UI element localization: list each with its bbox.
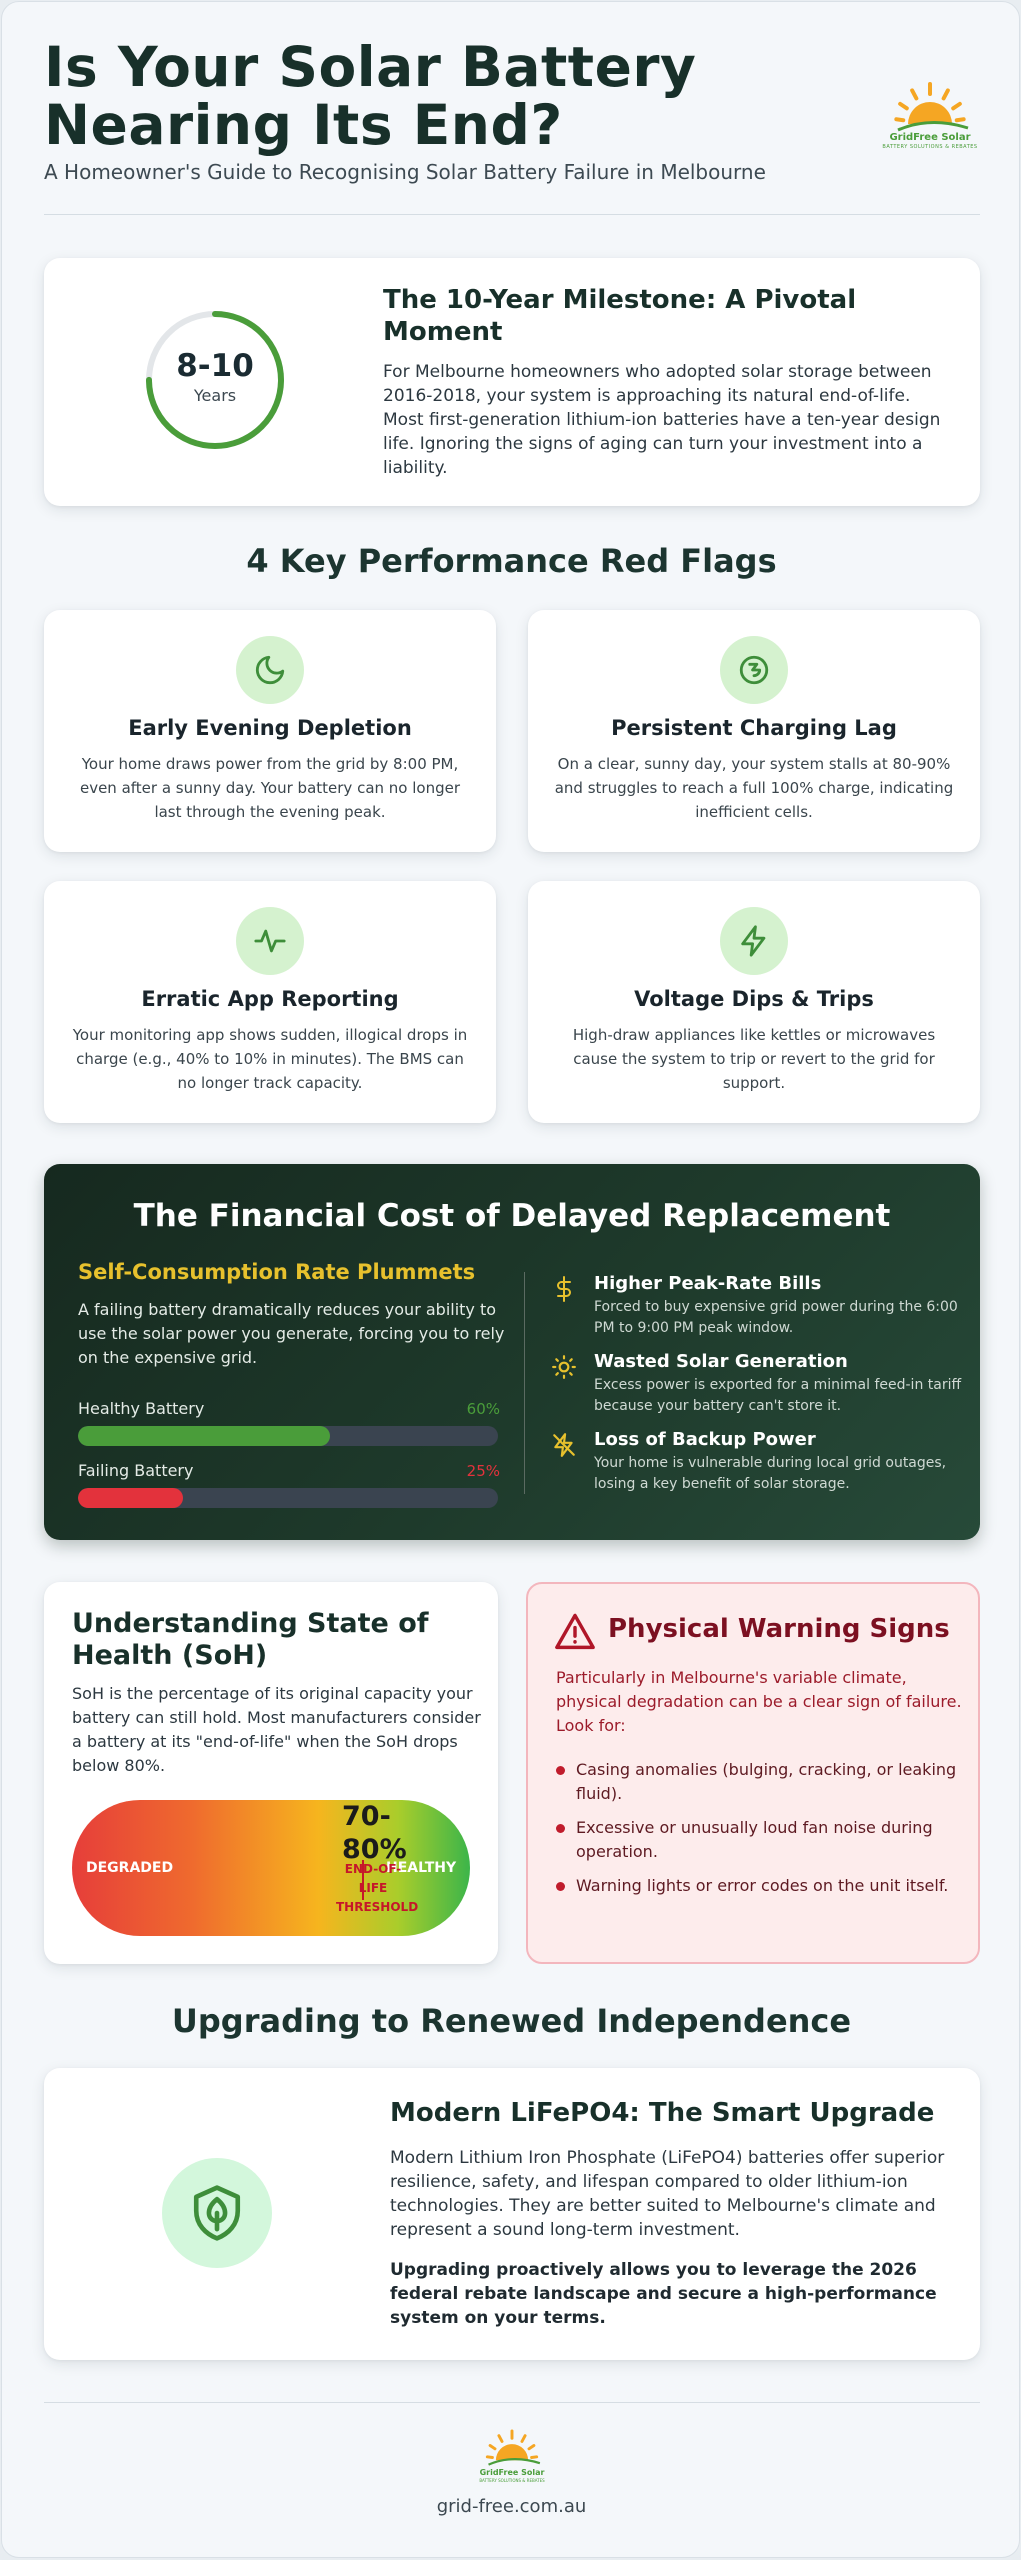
milestone-card — [44, 258, 980, 506]
red-flag-text: Your home draws power from the grid by 8:00 PM, even after a sunny day. Your battery can no longer last through the evening peak. — [79, 755, 461, 821]
footer-divider — [44, 2402, 980, 2403]
milestone-body: For Melbourne homeowners who adopted solar storage between 2016-2018, your system is approaching its natural end-of-life. Most first-generation lithium-ion batteries have a ten-year design life. Ignoring the signs of aging can turn your investment into a liability. — [383, 362, 941, 478]
bar-label-failing: Failing Battery — [78, 1461, 194, 1480]
warning-triangle-icon — [554, 1612, 596, 1654]
financial-title: The Financial Cost of Delayed Replacement — [133, 1198, 891, 1234]
red-flag-text: On a clear, sunny day, your system stalls at 80-90% and struggles to reach a full 100% charge, indicating inefficient cells. — [554, 755, 954, 821]
dollar-icon — [549, 1274, 579, 1304]
red-flag-card — [528, 881, 980, 1123]
footer-url-link[interactable]: grid-free.com.au — [436, 2496, 587, 2517]
warning-item-text: Warning lights or error codes on the unit itself. — [576, 1876, 949, 1895]
physical-warning-card — [526, 1582, 980, 1964]
warning-title: Physical Warning Signs — [608, 1614, 950, 1644]
bar-pct-failing: 25% — [466, 1462, 500, 1480]
red-flag-title: Voltage Dips & Trips — [634, 987, 874, 1011]
red-flag-text: Your monitoring app shows sudden, illogical drops in charge (e.g., 40% to 10% in minutes). The BMS can no longer track capacity. — [72, 1026, 468, 1092]
financial-body: A failing battery dramatically reduces your ability to use the solar power you generate, forcing you to rely on the expensive grid. — [78, 1300, 505, 1367]
bullet-dot — [556, 1824, 565, 1833]
red-flag-text: High-draw appliances like kettles or microwaves cause the system to trip or revert to the grid for support. — [572, 1026, 936, 1092]
logo-name: GridFree Solar — [889, 132, 971, 143]
financial-divider — [524, 1272, 525, 1494]
bar-pct-healthy: 60% — [466, 1400, 500, 1418]
soh-title: Understanding State of Health (SoH) — [72, 1608, 429, 1671]
soh-healthy-label: HEALTHY — [386, 1860, 457, 1876]
red-flag-card — [44, 610, 496, 852]
fin-item-title: Higher Peak-Rate Bills — [594, 1273, 822, 1294]
fin-item-text: Forced to buy expensive grid power during the 6:00 PM to 9:00 PM peak window. — [594, 1299, 958, 1336]
sun-logo-icon — [472, 2428, 552, 2472]
milestone-title: The 10-Year Milestone: A Pivotal Moment — [383, 285, 857, 347]
bar-track-healthy — [78, 1426, 498, 1446]
footer-logo — [472, 2428, 552, 2484]
red-flag-title: Persistent Charging Lag — [611, 716, 897, 740]
logo-tagline: BATTERY SOLUTIONS & REBATES — [479, 2478, 545, 2483]
logo-name: GridFree Solar — [479, 2468, 545, 2477]
upgrade-title: Modern LiFePO4: The Smart Upgrade — [390, 2098, 935, 2128]
soh-threshold-label: END-OF-LIFE THRESHOLD — [336, 1862, 419, 1914]
sun-icon — [549, 1352, 579, 1382]
header-divider — [44, 214, 980, 215]
bar-track-failing — [78, 1488, 498, 1508]
bar-fill-failing — [78, 1488, 183, 1508]
warning-list-item — [556, 1816, 966, 1864]
red-flags-title: 4 Key Performance Red Flags — [246, 542, 777, 580]
lightning-off-icon — [549, 1430, 579, 1460]
gauge-unit: Years — [193, 386, 237, 405]
fin-item-text: Excess power is exported for a minimal feed-in tariff because your battery can't store it. — [594, 1377, 962, 1414]
upgrade-body: Modern Lithium Iron Phosphate (LiFePO4) batteries offer superior resilience, safety, and lifespan compared to older lithium-ion technologies. They are better suited to Melbourne's climate and represent a sound long-term investment. — [390, 2148, 945, 2240]
bullet-dot — [556, 1882, 565, 1891]
upgrade-card — [44, 2068, 980, 2360]
fin-item-title: Loss of Backup Power — [594, 1429, 816, 1450]
soh-body: SoH is the percentage of its original capacity your battery can still hold. Most manufacturers consider a battery at its "end-of-life" when the SoH drops below 80%. — [72, 1684, 481, 1775]
red-flag-title: Early Evening Depletion — [128, 716, 412, 740]
logo-tagline: BATTERY SOLUTIONS & REBATES — [882, 144, 978, 150]
upgrade-section-title: Upgrading to Renewed Independence — [171, 2002, 852, 2040]
financial-subtitle: Self-Consumption Rate Plummets — [78, 1260, 476, 1284]
warning-item-text: Excessive or unusually loud fan noise during operation. — [576, 1818, 933, 1861]
charging-clock-icon — [720, 636, 788, 704]
fin-item-title: Wasted Solar Generation — [594, 1351, 848, 1372]
red-flag-card — [528, 610, 980, 852]
soh-degraded-label: DEGRADED — [86, 1860, 174, 1876]
activity-icon — [236, 907, 304, 975]
fin-item-text: Your home is vulnerable during local grid outages, losing a key benefit of solar storage. — [594, 1455, 947, 1492]
red-flag-card — [44, 881, 496, 1123]
soh-card — [44, 1582, 498, 1964]
soh-gradient-bar — [72, 1800, 470, 1936]
bullet-dot — [556, 1766, 565, 1775]
bar-label-healthy: Healthy Battery — [78, 1399, 205, 1418]
page-title: Is Your Solar Battery Nearing Its End? — [44, 35, 697, 157]
infographic-page — [1, 1, 1020, 2558]
brand-logo — [878, 80, 982, 152]
gauge-value: 8-10 — [176, 348, 254, 384]
warning-list-item — [556, 1874, 966, 1898]
soh-threshold-value: 70-80% — [342, 1801, 407, 1865]
bar-fill-healthy — [78, 1426, 330, 1446]
warning-item-text: Casing anomalies (bulging, cracking, or leaking fluid). — [576, 1760, 957, 1803]
financial-cost-panel — [44, 1164, 980, 1540]
warning-body: Particularly in Melbourne's variable climate, physical degradation can be a clear sign of failure. Look for: — [556, 1668, 962, 1735]
lightning-icon — [720, 907, 788, 975]
moon-icon — [236, 636, 304, 704]
warning-list-item — [556, 1758, 966, 1806]
page-subtitle: A Homeowner's Guide to Recognising Solar Battery Failure in Melbourne — [44, 160, 766, 184]
red-flag-title: Erratic App Reporting — [141, 987, 399, 1011]
shield-icon — [162, 2158, 272, 2268]
upgrade-bold-text: Upgrading proactively allows you to leverage the 2026 federal rebate landscape and secure a high-performance system on your terms. — [390, 2260, 937, 2328]
